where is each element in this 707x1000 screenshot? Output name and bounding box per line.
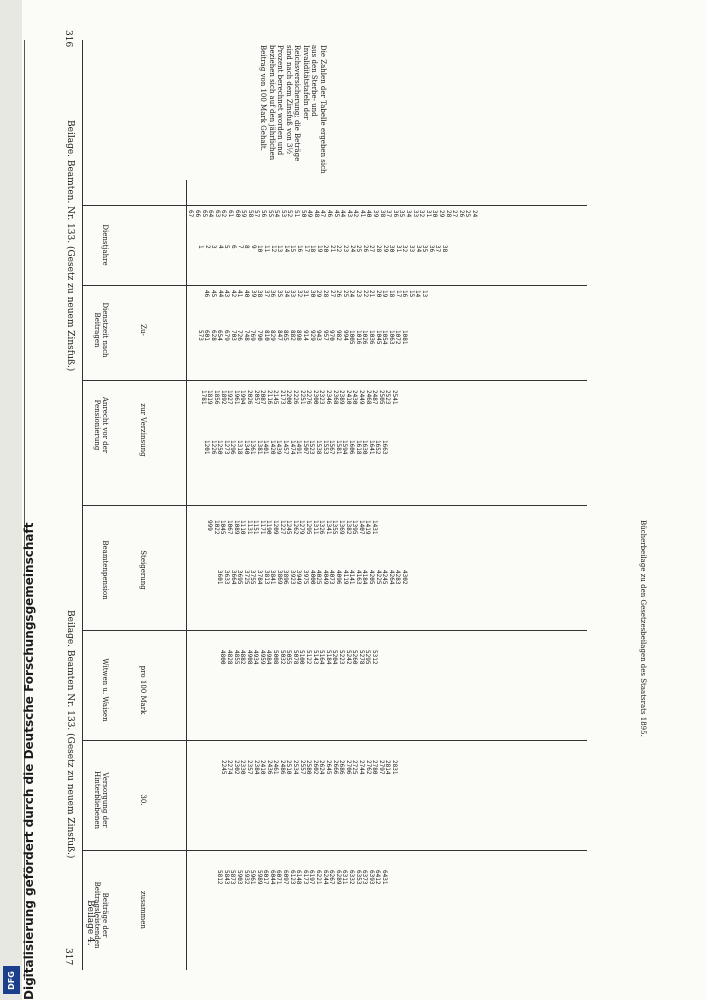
digitization-credit: Digitalisierung gefördert durch die Deutsche Forschungsgemeinschaft xyxy=(22,522,36,1000)
supplement-label: Beilage 4. xyxy=(85,900,95,946)
col-rule xyxy=(82,380,587,381)
data-column-6: 1663 1652 1641 1630 1618 1606 1594 1581 1567 1553 1538 1523 1507 1491 1474 1457 1439 1420 1401 1381 1361 1340 1318 1296 1273 1250 1226 1201 xyxy=(202,440,388,455)
group-header-6: Beiträge der Beitragsleistenden xyxy=(93,881,109,949)
scan-gutter xyxy=(0,0,22,1000)
sub-header-3: Steigerung xyxy=(139,550,147,590)
running-title-right: Beilage. Beamten Nr. 133. (Gesetz zu neuem Zinsfuß.) xyxy=(65,610,75,859)
col-rule xyxy=(82,205,587,206)
data-column-5: 2541 2523 2505 2487 2468 2449 2430 2410 2389 2368 2346 2323 2300 2276 2251 2226 2200 2173 2145 2116 2087 2057 2026 1994 1961 1927 1892 1856 1819 1781 xyxy=(199,390,398,405)
data-column-9: 5312 5295 5278 5260 5242 5223 5204 5184 5164 5143 5122 5100 5078 5055 5032 5008 4984 4959 4934 4908 4882 4855 4828 4800 xyxy=(219,650,378,665)
data-column-years: 38 37 36 35 34 33 32 31 30 29 28 27 26 25 24 23 22 21 20 19 18 17 16 15 14 13 12 11 10 9 8 7 6 5 4 3 2 1 xyxy=(197,245,448,253)
data-column-11: 6431 6412 6393 6373 6353 6332 6311 6289 6267 6244 6221 6197 6173 6148 6123 6097 6071 6044 6017 5989 5961 5932 5903 5873 5843 5812 xyxy=(216,870,388,885)
data-column-10: 2831 2814 2797 2780 2762 2744 2725 2706 2686 2666 2645 2624 2602 2580 2557 2534 2510 2486 2461 2436 2410 2384 2357 2330 2302 2274 2245 xyxy=(219,760,398,775)
running-title-left: Beilage. Beamten. Nr. 133. (Gesetz zu neuem Zinsfuß.) xyxy=(65,120,75,372)
col-rule xyxy=(82,285,587,286)
group-header-5: Versorgung der Hinterbliebenen xyxy=(93,770,109,830)
group-header-1: Dienstzeit nach Beitragen xyxy=(93,302,109,358)
sub-header-1: Zu- xyxy=(139,324,147,336)
data-column-age: 24 25 26 27 28 29 30 31 32 33 34 35 36 37 38 39 40 41 42 43 44 45 46 47 48 49 50 51 52 53 54 55 56 57 58 59 60 61 62 63 64 65 66 67 xyxy=(187,210,478,218)
col-rule xyxy=(82,850,587,851)
group-header-2: Anrecht vor der Pensionierung xyxy=(93,396,109,454)
sub-header-5: 30. xyxy=(139,794,147,806)
col-rule xyxy=(82,740,587,741)
data-column-8: 4302 4283 4264 4245 4225 4205 4184 4163 4141 4119 4096 4073 4049 4025 4000 3975 3949 3923 3896 3869 3841 3813 3784 3755 3725 3695 3664 3633 3601 xyxy=(216,570,408,585)
page-number-left: 316 xyxy=(63,30,73,48)
group-header-3: Beamtenpension xyxy=(101,540,109,600)
rotated-table-page xyxy=(24,0,707,1000)
sub-header-2: zur Verzinsung xyxy=(139,403,147,457)
table-note: Die Zahlen der Tabelle ergeben sich aus den Sterbe- und Invaliditätstafeln der Reichsversicherung; die Beträge sind nach dem Zinsfuß von 3½ Prozent berechnet worden und beziehen sich auf den jährlichen Beitrag von 100 Mark Gehalt. xyxy=(259,45,327,174)
footer-citation: Bücherbeilage zu den Gesetzesbeilagen des Staatsrats 1895. xyxy=(639,520,647,737)
group-header-4: Witwen u. Waisen xyxy=(101,658,109,722)
col-group-service-years: Dienstjahre xyxy=(101,224,109,266)
sub-header-6: zusammen xyxy=(139,891,147,929)
sub-header-4: pro 100 Mark xyxy=(139,665,147,715)
data-column-7: 1431 1419 1407 1395 1382 1369 1355 1341 1326 1311 1295 1279 1262 1245 1227 1209 1190 1171 1151 1131 1110 1089 1067 1045 1022 999 xyxy=(206,520,378,535)
page-number-right: 317 xyxy=(63,948,73,966)
data-column-4: 1081 1072 1063 1054 1045 1036 1026 1016 1005 994 982 970 957 943 929 914 898 882 865 847 829 810 790 769 748 726 703 679 654 628 601 573 xyxy=(196,330,408,345)
col-rule xyxy=(82,630,587,631)
col-rule xyxy=(82,505,587,506)
data-column-3: 13 14 15 16 17 18 19 20 21 22 23 24 25 26 27 28 29 30 31 32 33 34 35 36 37 38 39 40 41 42 43 44 45 46 xyxy=(203,290,428,298)
dfg-logo: DFG xyxy=(3,966,20,994)
subheader-rule xyxy=(186,180,187,970)
